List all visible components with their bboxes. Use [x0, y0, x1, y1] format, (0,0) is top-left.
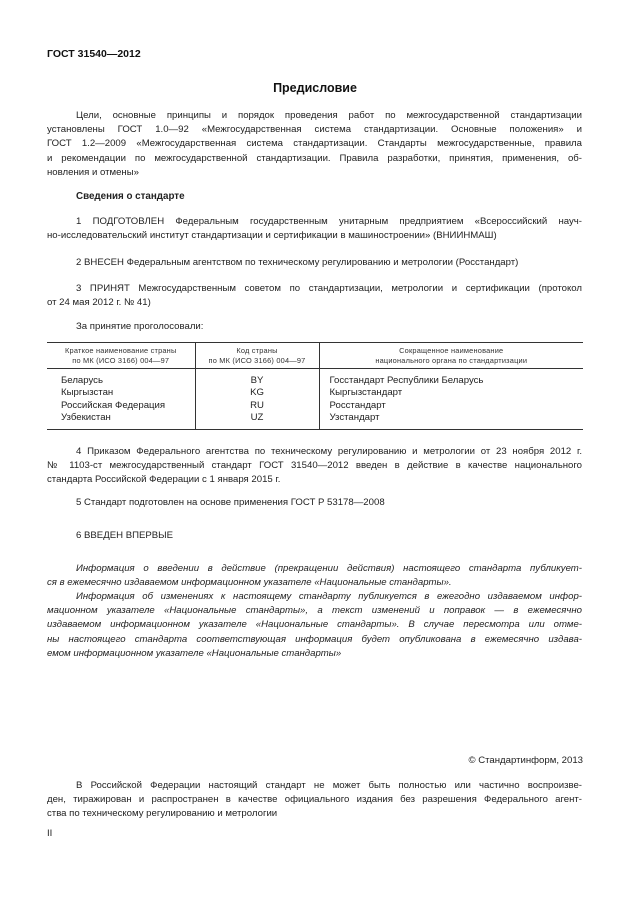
text-line: Информация об изменениях к настоящему стандарту публикуется в ежегодно издаваемом инфор- [76, 591, 582, 602]
table-row [47, 369, 583, 388]
text-line: мационном указателе «Национальные стандарты», а текст изменений и поправок — в ежемесячно [47, 605, 582, 617]
body-cell: Госстандарт Республики Беларусь [319, 369, 583, 388]
header-line: Код страны [236, 346, 278, 355]
notice-publication-paragraph [47, 562, 582, 590]
header-line: национального органа по стандартизации [375, 356, 528, 365]
text-line: Информация о введении в действие (прекращении действия) настоящего стандарта публикует- [76, 563, 582, 574]
item-4-paragraph [47, 445, 582, 488]
item-3-paragraph [47, 282, 582, 310]
text-line: ны настоящего стандарта соответствующая информация будет опубликована в ежемесячно издава- [47, 633, 582, 645]
table-row [47, 412, 583, 429]
header-line: по МК (ИСО 3166) 004—97 [208, 356, 306, 365]
body-cell: Росстандарт [319, 400, 583, 412]
country-cell: Беларусь [61, 375, 103, 386]
text-line: ства по техническому регулированию и метрологии [47, 808, 278, 820]
body-cell: Узстандарт [319, 412, 583, 429]
header-line: по МК (ИСО 3166) 004—97 [72, 356, 170, 365]
column-header-country [47, 343, 195, 369]
item-1-paragraph [47, 215, 582, 243]
text-line: ГОСТ 1.2—2009 «Межгосударственная система стандартизации. Стандарты межгосударственные, правила [47, 138, 582, 150]
vote-table [47, 342, 583, 430]
code-cell: KG [195, 387, 319, 399]
copyright-line: © Стандартинформ, 2013 [468, 755, 583, 766]
text-line: 1 ПОДГОТОВЛЕН Федеральным государственным унитарным предприятием «Всероссийский науч- [76, 216, 582, 227]
country-cell: Кыргызстан [61, 387, 114, 399]
text-line: № 1103-ст межгосударственный стандарт ГОСТ 31540—2012 введен в действие в качестве национального [47, 460, 582, 472]
table-header-row [47, 343, 583, 369]
text-line: В Российской Федерации настоящий стандарт не может быть полностью или частично воспроизве- [76, 780, 582, 791]
section-heading: Сведения о стандарте [76, 191, 185, 202]
text-line: 3 ПРИНЯТ Межгосударственным советом по стандартизации, метрологии и сертификации (протокол [76, 283, 582, 294]
text-line: ден, тиражирован и распространен в качестве официального издания без разрешения Федерального агент- [47, 794, 582, 806]
header-line: Сокращенное наименование [399, 346, 504, 355]
text-line: новления и отмены» [47, 166, 139, 178]
notice-changes-paragraph [47, 590, 582, 661]
column-header-code [195, 343, 319, 369]
table-row [47, 400, 583, 412]
code-cell: UZ [195, 412, 319, 429]
code-cell: RU [195, 400, 319, 412]
vote-label: За принятие проголосовали: [76, 321, 204, 332]
rights-paragraph [47, 779, 582, 822]
text-line: емом информационном указателе «Национальные стандарты» [47, 647, 342, 659]
intro-paragraph [47, 109, 582, 180]
body-cell: Кыргызстандарт [319, 387, 583, 399]
text-line: ся в ежемесячно издаваемом информационном указателе «Национальные стандарты». [47, 577, 452, 589]
text-line: 4 Приказом Федерального агентства по техническому регулированию и метрологии от 23 ноября 2012 г. [76, 446, 582, 457]
text-line: но-исследовательский институт стандартизации и сертификации в машиностроении» (ВНИИНМАШ) [47, 230, 497, 242]
code-cell: BY [195, 369, 319, 388]
column-header-body [319, 343, 583, 369]
text-line: стандарта Российской Федерации с 1 января 2015 г. [47, 474, 281, 486]
text-line: Цели, основные принципы и порядок проведения работ по межгосударственной стандартизации [76, 110, 582, 121]
text-line: издаваемом информационном указателе «Национальные стандарты». В случае пересмотра или отме- [47, 619, 582, 631]
text-line: и рекомендации по межгосударственной стандартизации. Правила разработки, принятия, применения, об- [47, 152, 582, 164]
standard-header: ГОСТ 31540—2012 [47, 48, 141, 60]
table-row [47, 387, 583, 399]
page-number: II [47, 828, 53, 839]
item-5-paragraph: 5 Стандарт подготовлен на основе применения ГОСТ Р 53178—2008 [76, 497, 385, 508]
text-line: от 24 мая 2012 г. № 41) [47, 297, 151, 309]
text-line: установлены ГОСТ 1.0—92 «Межгосударственная система стандартизации. Основные положения» и [47, 124, 582, 136]
country-cell: Узбекистан [47, 412, 195, 429]
country-cell: Российская Федерация [61, 399, 166, 411]
header-line: Краткое наименование страны [65, 346, 177, 355]
item-2-paragraph: 2 ВНЕСЕН Федеральным агентством по техническому регулированию и метрологии (Росстандарт) [76, 257, 519, 268]
item-6-paragraph: 6 ВВЕДЕН ВПЕРВЫЕ [76, 530, 174, 541]
page-title: Предисловие [273, 81, 357, 95]
